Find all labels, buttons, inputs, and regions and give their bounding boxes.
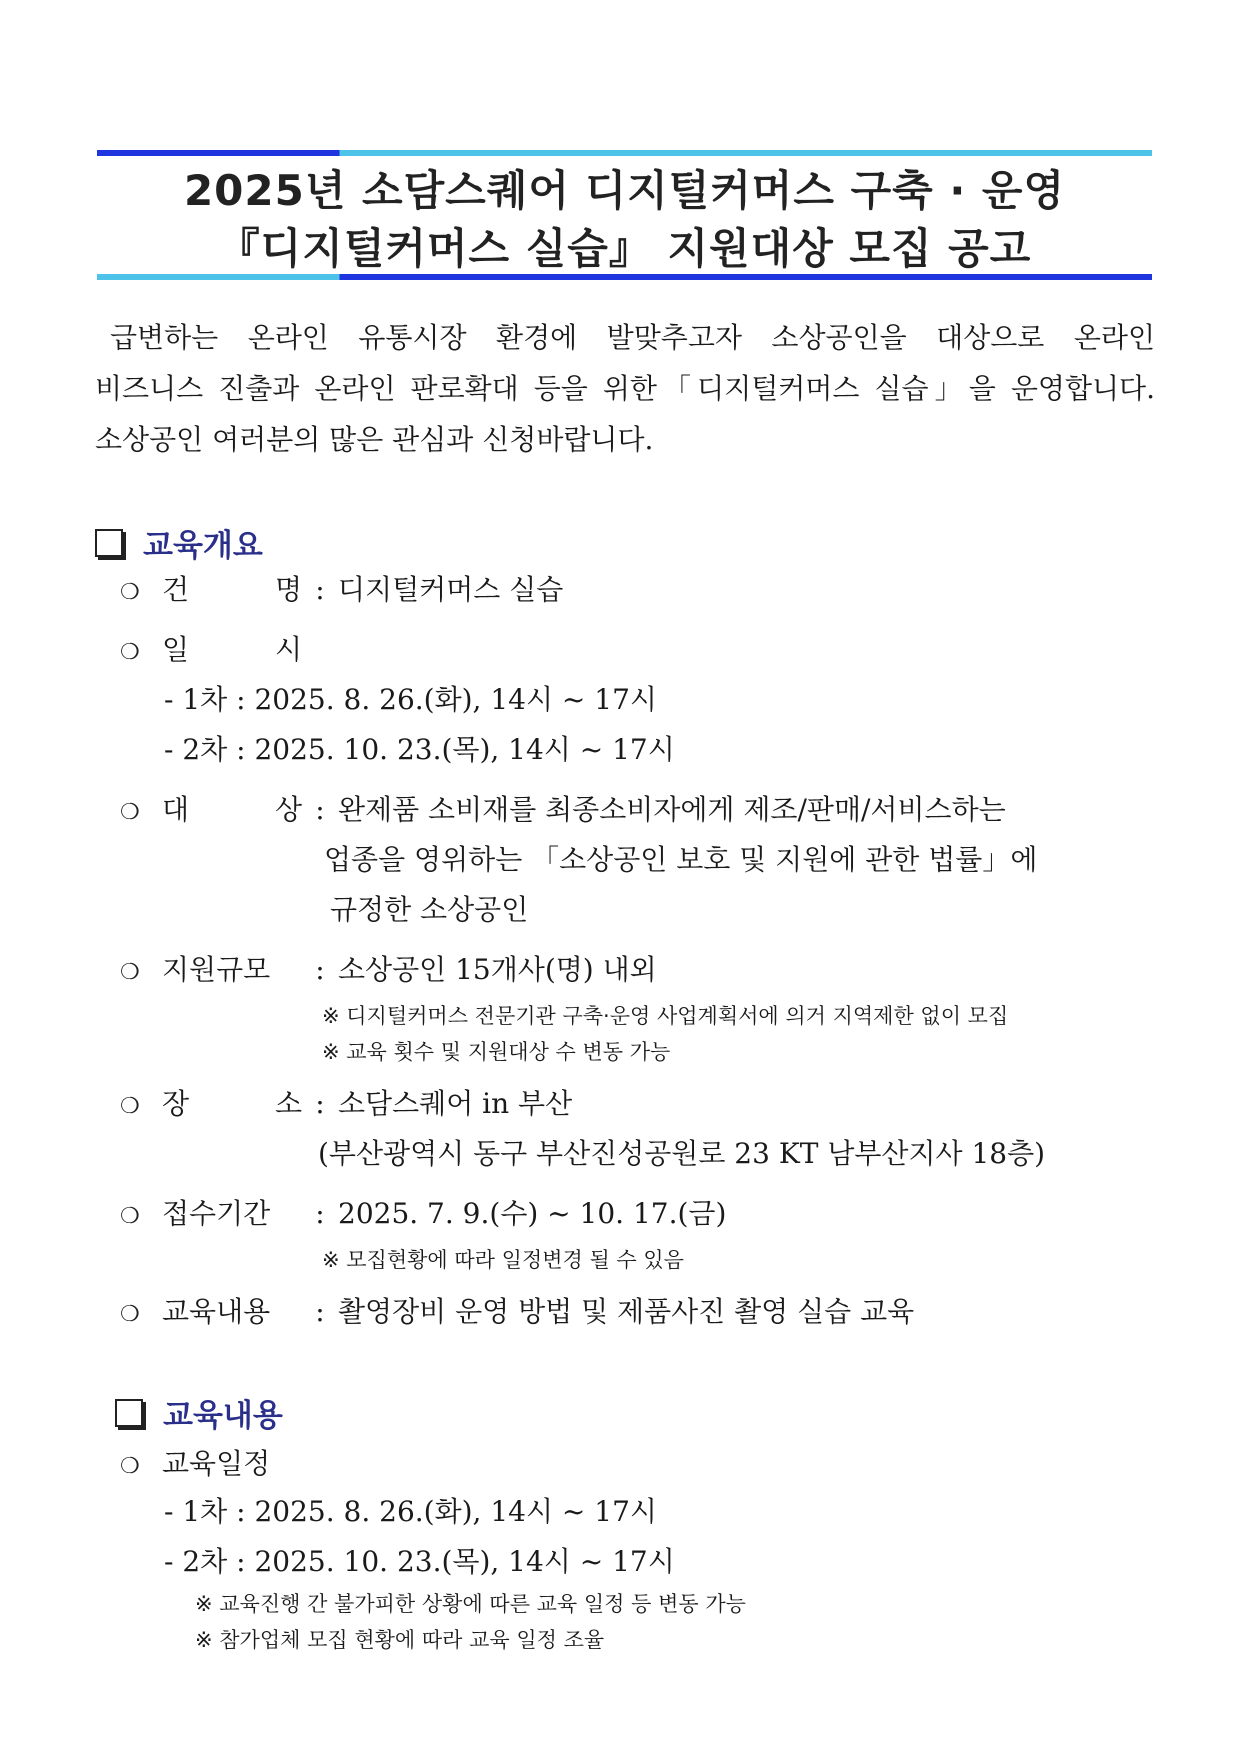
schedule-note-2: ※ 참가업체 모집 현황에 따라 교육 일정 조율 [195,1628,605,1652]
checkbox-square-icon [115,1399,143,1427]
label-part: 지원규모 [162,953,271,986]
label-part: 시 [274,633,302,666]
label-part: 일 [162,633,190,666]
date-item-2: - 2차 : 2025. 10. 23.(목), 14시 ~ 17시 [164,733,675,766]
label-part: 교육내용 [162,1295,271,1328]
intro-line-1: 급변하는 온라인 유통시장 환경에 발맞추고자 소상공인을 대상으로 온라인 [110,321,1155,354]
colon: : [315,1295,325,1328]
row-label [162,788,302,828]
period-note: ※ 모집현황에 따라 일정변경 될 수 있음 [322,1248,684,1272]
row-value: 완제품 소비재를 최종소비자에게 제조/판매/서비스하는 [338,793,1006,826]
colon: : [315,953,325,986]
schedule-item-2: - 2차 : 2025. 10. 23.(목), 14시 ~ 17시 [164,1545,675,1578]
row-period [120,1192,726,1232]
date-item-1: - 1차 : 2025. 8. 26.(화), 14시 ~ 17시 [164,683,657,716]
row-value: 디지털커머스 실습 [338,573,564,606]
section-content-heading [115,1390,283,1435]
row-label [162,1442,302,1482]
row-target [120,788,1006,828]
scale-note-1: ※ 디지털커머스 전문기관 구축·운영 사업계획서에 의거 지역제한 없이 모집 [322,1004,1009,1028]
label-part: 상 [274,793,302,826]
place-address: (부산광역시 동구 부산진성공원로 23 KT 남부산지사 18층) [318,1137,1046,1170]
row-value: 소담스퀘어 in 부산 [338,1087,573,1120]
row-place [120,1082,572,1122]
row-label [162,628,302,668]
schedule-item-1: - 1차 : 2025. 8. 26.(화), 14시 ~ 17시 [164,1495,657,1528]
title-line-2: 『디지털커머스 실습』 지원대상 모집 공고 [217,224,1032,273]
bullet-circle-icon: ❍ [120,800,140,825]
section-title: 교육내용 [163,1398,283,1434]
row-schedule [120,1442,302,1482]
section-overview-heading [95,520,263,565]
row-label [162,1082,302,1122]
label-part: 교육일정 [162,1447,271,1480]
row-date [120,628,302,668]
intro-line-2: 비즈니스 진출과 온라인 판로확대 등을 위한「디지털커머스 실습」을 운영합니다. [95,372,1155,405]
bullet-circle-icon: ❍ [120,960,140,985]
title-block [97,150,1152,280]
title-top-bar [97,150,1152,156]
title-line-1: 2025년 소담스퀘어 디지털커머스 구축 · 운영 [183,166,1066,215]
label-part: 접수기간 [162,1197,271,1230]
row-content [120,1290,914,1330]
label-part: 소 [274,1087,302,1120]
row-course-name [120,568,563,608]
colon: : [315,1197,325,1230]
row-value: 소상공인 15개사(명) 내외 [338,953,657,986]
bullet-circle-icon: ❍ [120,1302,140,1327]
bullet-circle-icon: ❍ [120,1094,140,1119]
target-line-2: 업종을 영위하는 「소상공인 보호 및 지원에 관한 법률」에 [324,843,1038,876]
row-value: 2025. 7. 9.(수) ~ 10. 17.(금) [338,1197,727,1230]
row-scale [120,948,657,988]
label-part: 대 [162,793,190,826]
schedule-note-1: ※ 교육진행 간 불가피한 상황에 따른 교육 일정 등 변동 가능 [195,1592,746,1616]
label-part: 명 [274,573,302,606]
bullet-circle-icon: ❍ [120,1204,140,1229]
row-label [162,568,302,608]
row-label [162,1192,302,1232]
checkbox-square-icon [95,529,123,557]
scale-note-2: ※ 교육 횟수 및 지원대상 수 변동 가능 [322,1040,671,1064]
target-line-3: 규정한 소상공인 [330,893,529,926]
bullet-circle-icon: ❍ [120,1454,140,1479]
intro-paragraph [95,312,1155,465]
label-part: 건 [162,573,190,606]
colon: : [315,1087,325,1120]
section-title: 교육개요 [143,528,263,564]
row-value: 촬영장비 운영 방법 및 제품사진 촬영 실습 교육 [338,1295,915,1328]
colon: : [315,793,325,826]
colon: : [315,573,325,606]
bullet-circle-icon: ❍ [120,640,140,665]
label-part: 장 [162,1087,190,1120]
bullet-circle-icon: ❍ [120,580,140,605]
intro-line-3: 소상공인 여러분의 많은 관심과 신청바랍니다. [95,423,654,456]
row-label [162,948,302,988]
row-label [162,1290,302,1330]
title-bottom-bar [97,274,1152,280]
